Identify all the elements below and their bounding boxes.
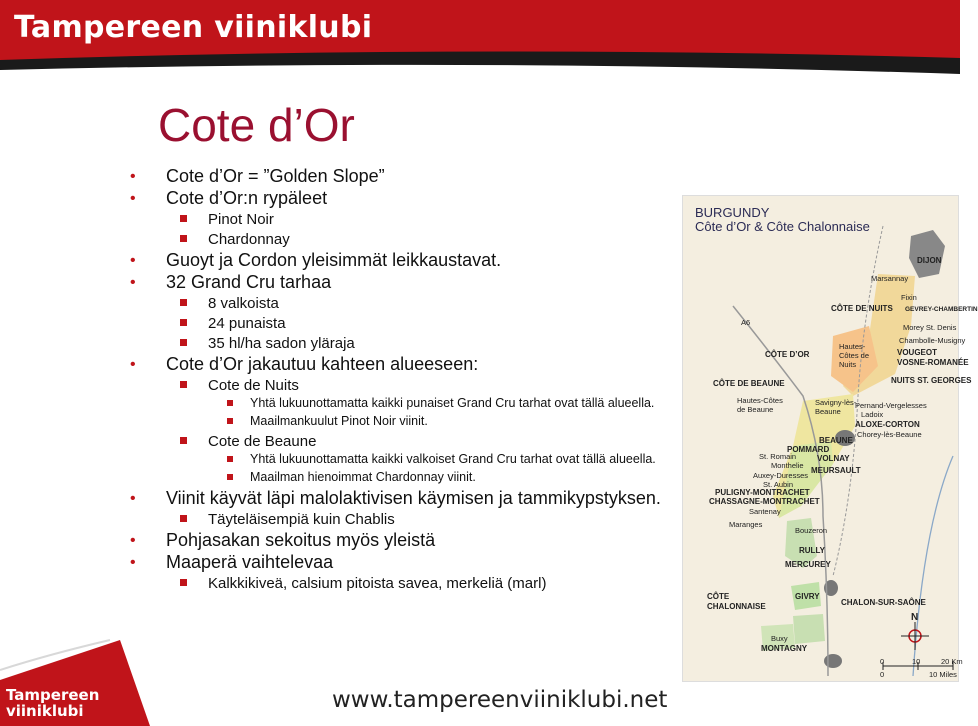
slide-title: Cote d’Or	[158, 99, 355, 151]
map-label: St. Aubin	[763, 480, 794, 489]
map-label: MONTAGNY	[761, 644, 808, 653]
map-label: VOLNAY	[817, 454, 850, 463]
map-label: Auxey-Duresses	[753, 471, 809, 480]
map-label: CÔTE D’OR	[765, 350, 810, 359]
sub-sub-bullet-item: Yhtä lukuunottamatta kaikki valkoiset Grand Cru tarhat ovat tällä alueella.	[120, 452, 665, 467]
map-label: Maranges	[729, 520, 763, 529]
map-label: Monthelie	[771, 461, 804, 470]
map-label: VOSNE-ROMANÉE	[897, 358, 969, 367]
map-label: CÔTE DE NUITS	[831, 304, 893, 313]
scale-label: 0	[880, 670, 885, 679]
map-label: Bouzeron	[795, 526, 828, 535]
scale-label: 0	[880, 657, 885, 666]
map-label: Buxy	[771, 634, 788, 643]
map-label: BEAUNE	[819, 436, 853, 445]
map-label: DIJON	[917, 256, 942, 265]
footer-logo-line2: viiniklubi	[6, 702, 84, 720]
map-label: POMMARD	[787, 445, 830, 454]
map-label: RULLY	[799, 546, 825, 555]
map-label: Hautes-Côtes de Beaune	[737, 396, 783, 414]
map-label: Hautes-Côtes de Nuits	[839, 342, 870, 369]
map-label: CÔTE DE BEAUNE	[713, 379, 785, 388]
map-label: MEURSAULT	[811, 466, 861, 475]
footer-logo-line1: Tampereen	[6, 686, 100, 704]
map-label: GIVRY	[795, 592, 820, 601]
map-label: Ladoix	[861, 410, 884, 419]
map-label: A6	[741, 318, 751, 327]
sub-bullet-item: 35 hl/ha sadon yläraja	[120, 334, 665, 353]
sub-bullet-item: Kalkkikiveä, calsium pitoista savea, merkeliä (marl)	[120, 574, 665, 593]
footer-url: www.tampereenviiniklubi.net	[332, 687, 668, 713]
bullet-item: • Cote d’Or jakautuu kahteen alueeseen:	[120, 354, 665, 375]
map-label: GEVREY-CHAMBERTIN	[905, 306, 978, 313]
bullet-item: • Viinit käyvät läpi malolaktivisen käymisen ja tammikypstyksen.	[120, 488, 665, 509]
sub-bullet-item: 24 punaista	[120, 314, 665, 333]
bullet-item: • Maaperä vaihtelevaa	[120, 552, 665, 573]
bullet-item: • Cote d’Or:n rypäleet	[120, 188, 665, 209]
map-label: Fixin	[901, 293, 917, 302]
sub-bullet-item: Cote de Nuits	[120, 376, 665, 395]
bullet-item: • Guoyt ja Cordon yleisimmät leikkaustavat.	[120, 250, 665, 271]
map-label: ALOXE-CORTON	[855, 420, 920, 429]
map-label: Chambolle-Musigny	[899, 336, 966, 345]
map-label: Pernand-Vergelesses	[855, 401, 927, 410]
bullet-item: • Cote d’Or = ”Golden Slope”	[120, 166, 665, 187]
map-title-line2: Côte d’Or & Côte Chalonnaise	[695, 219, 870, 234]
map-title	[695, 206, 870, 234]
scale-label: 10 Miles	[929, 670, 957, 679]
sub-sub-bullet-item: Maailmankuulut Pinot Noir viinit.	[120, 414, 665, 429]
map-label: NUITS ST. GEORGES	[891, 376, 972, 385]
slide-content	[120, 166, 665, 594]
map-label: Savigny-lès-Beaune	[815, 398, 857, 416]
bullet-item: • 32 Grand Cru tarhaa	[120, 272, 665, 293]
bullet-item: • Pohjasakan sekoitus myös yleistä	[120, 530, 665, 551]
map-label: CHALON-SUR-SAÔNE	[841, 598, 926, 607]
sub-bullet-item: Täyteläisempiä kuin Chablis	[120, 510, 665, 529]
sub-bullet-item: Cote de Beaune	[120, 432, 665, 451]
map-label: St. Romain	[759, 452, 797, 461]
map-label: VOUGEOT	[897, 348, 938, 357]
sub-sub-bullet-item: Yhtä lukuunottamatta kaikki punaiset Grand Cru tarhat ovat tällä alueella.	[120, 396, 665, 411]
map-label: CHASSAGNE-MONTRACHET	[709, 497, 820, 506]
scale-label: 10	[912, 657, 921, 666]
burgundy-map	[682, 195, 978, 682]
sub-bullet-item: 8 valkoista	[120, 294, 665, 313]
header-title: Tampereen viiniklubi	[14, 10, 373, 45]
map-label: PULIGNY-MONTRACHET	[715, 488, 810, 497]
map-label: MERCUREY	[785, 560, 831, 569]
map-label: CÔTE CHALONNAISE	[707, 592, 766, 611]
map-label: Santenay	[749, 507, 781, 516]
sub-bullet-item: Pinot Noir	[120, 210, 665, 229]
map-label: Marsannay	[871, 274, 909, 283]
sub-sub-bullet-item: Maailman hienoimmat Chardonnay viinit.	[120, 470, 665, 485]
map-label: Chorey-lès-Beaune	[857, 430, 922, 439]
map-label: Morey St. Denis	[903, 323, 957, 332]
scale-label: 20 Km	[941, 657, 963, 666]
map-title-line1: BURGUNDY	[695, 205, 770, 220]
compass-north-label: N	[911, 612, 919, 623]
footer-logo-text	[6, 687, 99, 719]
sub-bullet-item: Chardonnay	[120, 230, 665, 249]
